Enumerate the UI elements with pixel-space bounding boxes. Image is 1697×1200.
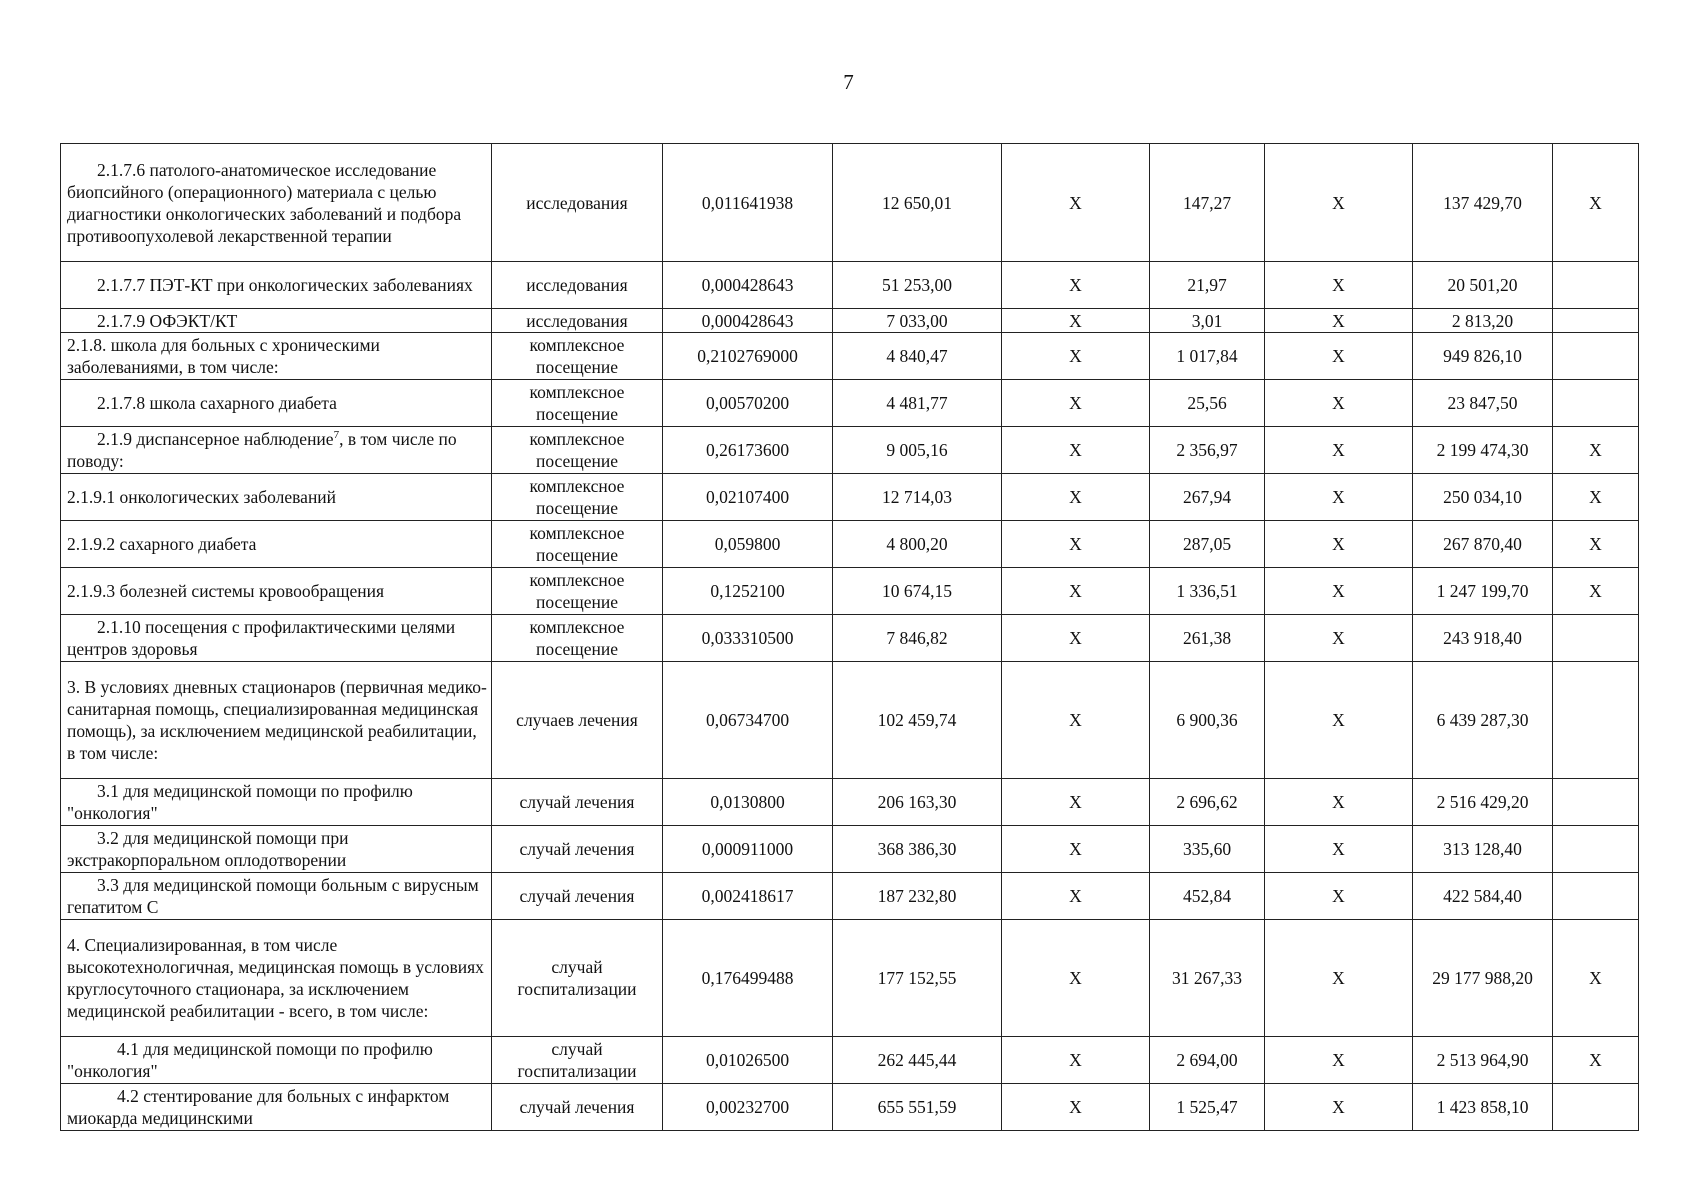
- cell: Х: [1553, 427, 1639, 474]
- cell: 0,059800: [663, 521, 833, 568]
- table-row: [61, 873, 1639, 920]
- cell: 0,000911000: [663, 826, 833, 873]
- cell: 267 870,40: [1413, 521, 1553, 568]
- row-name: 2.1.8. школа для больных с хроническими заболеваниями, в том числе:: [61, 333, 492, 380]
- cell: 2 356,97: [1150, 427, 1265, 474]
- cell: 1 017,84: [1150, 333, 1265, 380]
- cell: 23 847,50: [1413, 380, 1553, 427]
- cell: [1553, 333, 1639, 380]
- cell: Х: [1265, 615, 1413, 662]
- table-row: [61, 474, 1639, 521]
- table-row: [61, 521, 1639, 568]
- cell: 0,06734700: [663, 662, 833, 779]
- cell: 287,05: [1150, 521, 1265, 568]
- cell: 2 516 429,20: [1413, 779, 1553, 826]
- row-name: 4.2 стентирование для больных с инфарктом миокарда медицинскими: [61, 1084, 492, 1131]
- cell: Х: [1002, 144, 1150, 262]
- cell: Х: [1002, 615, 1150, 662]
- cell: 452,84: [1150, 873, 1265, 920]
- cell: 0,033310500: [663, 615, 833, 662]
- row-name: 2.1.10 посещения с профилактическими целями центров здоровья: [61, 615, 492, 662]
- cell: Х: [1002, 333, 1150, 380]
- cell: Х: [1002, 262, 1150, 309]
- cell: Х: [1265, 144, 1413, 262]
- cell: Х: [1553, 1037, 1639, 1084]
- cell: 267,94: [1150, 474, 1265, 521]
- cell: Х: [1265, 427, 1413, 474]
- cell: 0,00570200: [663, 380, 833, 427]
- cell: 0,002418617: [663, 873, 833, 920]
- cell: Х: [1265, 1037, 1413, 1084]
- cell: Х: [1265, 920, 1413, 1037]
- page-number: 7: [843, 70, 854, 94]
- row-unit: исследования: [492, 309, 663, 333]
- row-name: 2.1.7.8 школа сахарного диабета: [61, 380, 492, 427]
- cell: Х: [1002, 568, 1150, 615]
- table-row: [61, 779, 1639, 826]
- row-unit: случай госпитализации: [492, 1037, 663, 1084]
- table-row: [61, 262, 1639, 309]
- cell: 2 813,20: [1413, 309, 1553, 333]
- cell: 206 163,30: [833, 779, 1002, 826]
- cell: Х: [1002, 427, 1150, 474]
- cell: 2 513 964,90: [1413, 1037, 1553, 1084]
- cell: 2 696,62: [1150, 779, 1265, 826]
- cell: 1 247 199,70: [1413, 568, 1553, 615]
- cell: [1553, 262, 1639, 309]
- cell: Х: [1002, 1037, 1150, 1084]
- table-row: [61, 662, 1639, 779]
- cell: 20 501,20: [1413, 262, 1553, 309]
- row-name: 2.1.7.6 патолого-анатомическое исследование биопсийного (операционного) материала с целью диагностики онкологических заболеваний и подбора противоопухолевой лекарственной терапии: [61, 144, 492, 262]
- row-unit: комплексное посещение: [492, 427, 663, 474]
- table-row: [61, 920, 1639, 1037]
- cell: 250 034,10: [1413, 474, 1553, 521]
- cell: Х: [1002, 920, 1150, 1037]
- cell: 368 386,30: [833, 826, 1002, 873]
- cell: 137 429,70: [1413, 144, 1553, 262]
- cell: 949 826,10: [1413, 333, 1553, 380]
- table-row: [61, 144, 1639, 262]
- table-row: [61, 1084, 1639, 1131]
- row-name: 3.1 для медицинской помощи по профилю "онкология": [61, 779, 492, 826]
- cell: 12 714,03: [833, 474, 1002, 521]
- cell: 335,60: [1150, 826, 1265, 873]
- cell: Х: [1265, 1084, 1413, 1131]
- cell: 1 336,51: [1150, 568, 1265, 615]
- row-unit: случай лечения: [492, 779, 663, 826]
- table-row: [61, 380, 1639, 427]
- footnote-marker: 7: [333, 429, 340, 442]
- cell: 0,011641938: [663, 144, 833, 262]
- cell: 7 846,82: [833, 615, 1002, 662]
- cell: Х: [1265, 380, 1413, 427]
- cell: 4 800,20: [833, 521, 1002, 568]
- cell: 177 152,55: [833, 920, 1002, 1037]
- cell: 0,000428643: [663, 262, 833, 309]
- cell: 31 267,33: [1150, 920, 1265, 1037]
- row-unit: случай госпитализации: [492, 920, 663, 1037]
- row-name: 2.1.7.9 ОФЭКТ/КТ: [61, 309, 492, 333]
- cell: Х: [1553, 521, 1639, 568]
- row-unit: комплексное посещение: [492, 380, 663, 427]
- cell: 0,000428643: [663, 309, 833, 333]
- row-unit: комплексное посещение: [492, 474, 663, 521]
- cell: 10 674,15: [833, 568, 1002, 615]
- cell: 1 525,47: [1150, 1084, 1265, 1131]
- table-row: [61, 1037, 1639, 1084]
- cell: 9 005,16: [833, 427, 1002, 474]
- cell: 1 423 858,10: [1413, 1084, 1553, 1131]
- cell: [1553, 380, 1639, 427]
- cell: Х: [1002, 309, 1150, 333]
- cell: 0,26173600: [663, 427, 833, 474]
- row-name: 4. Специализированная, в том числе высокотехнологичная, медицинская помощь в условиях круглосуточного стационара, за исключением медицинской реабилитации - всего, в том числе:: [61, 920, 492, 1037]
- cell: Х: [1265, 262, 1413, 309]
- cell: 313 128,40: [1413, 826, 1553, 873]
- cell: Х: [1265, 826, 1413, 873]
- cell: 0,176499488: [663, 920, 833, 1037]
- row-unit: комплексное посещение: [492, 521, 663, 568]
- cell: 422 584,40: [1413, 873, 1553, 920]
- cell: 51 253,00: [833, 262, 1002, 309]
- row-name: 2.1.9.3 болезней системы кровообращения: [61, 568, 492, 615]
- table-row: [61, 568, 1639, 615]
- cell: Х: [1002, 521, 1150, 568]
- table-row: [61, 826, 1639, 873]
- cell: 25,56: [1150, 380, 1265, 427]
- cell: Х: [1002, 662, 1150, 779]
- cell: 6 439 287,30: [1413, 662, 1553, 779]
- cell: Х: [1265, 333, 1413, 380]
- cell: 7 033,00: [833, 309, 1002, 333]
- cell: [1553, 309, 1639, 333]
- cell: [1553, 873, 1639, 920]
- table-row: [61, 615, 1639, 662]
- row-unit: случай лечения: [492, 826, 663, 873]
- cell: 0,1252100: [663, 568, 833, 615]
- tariff-table: [60, 143, 1639, 1131]
- cell: Х: [1002, 1084, 1150, 1131]
- row-name: 2.1.7.7 ПЭТ-КТ при онкологических заболеваниях: [61, 262, 492, 309]
- row-name: 3.2 для медицинской помощи при экстракорпоральном оплодотворении: [61, 826, 492, 873]
- cell: Х: [1553, 920, 1639, 1037]
- cell: 0,0130800: [663, 779, 833, 826]
- cell: Х: [1553, 568, 1639, 615]
- row-unit: комплексное посещение: [492, 568, 663, 615]
- row-unit: комплексное посещение: [492, 333, 663, 380]
- cell: 0,01026500: [663, 1037, 833, 1084]
- cell: [1553, 779, 1639, 826]
- cell: [1553, 826, 1639, 873]
- row-unit: случай лечения: [492, 873, 663, 920]
- cell: 29 177 988,20: [1413, 920, 1553, 1037]
- cell: 187 232,80: [833, 873, 1002, 920]
- cell: Х: [1265, 568, 1413, 615]
- cell: Х: [1265, 662, 1413, 779]
- cell: [1553, 662, 1639, 779]
- cell: Х: [1265, 873, 1413, 920]
- table-row: [61, 333, 1639, 380]
- cell: 0,00232700: [663, 1084, 833, 1131]
- cell: Х: [1265, 779, 1413, 826]
- cell: 21,97: [1150, 262, 1265, 309]
- cell: 0,02107400: [663, 474, 833, 521]
- cell: Х: [1002, 873, 1150, 920]
- row-name: 2.1.9.2 сахарного диабета: [61, 521, 492, 568]
- row-name-text: 2.1.9 диспансерное наблюдение: [97, 429, 334, 449]
- table-row: [61, 427, 1639, 474]
- row-name: 2.1.9.1 онкологических заболеваний: [61, 474, 492, 521]
- cell: Х: [1002, 779, 1150, 826]
- cell: 262 445,44: [833, 1037, 1002, 1084]
- row-unit: случай лечения: [492, 1084, 663, 1131]
- cell: Х: [1265, 521, 1413, 568]
- row-unit: исследования: [492, 262, 663, 309]
- cell: 6 900,36: [1150, 662, 1265, 779]
- cell: 12 650,01: [833, 144, 1002, 262]
- cell: 0,2102769000: [663, 333, 833, 380]
- cell: [1553, 615, 1639, 662]
- cell: Х: [1265, 309, 1413, 333]
- row-name: [61, 427, 492, 474]
- cell: [1553, 1084, 1639, 1131]
- cell: Х: [1002, 474, 1150, 521]
- cell: 261,38: [1150, 615, 1265, 662]
- cell: 102 459,74: [833, 662, 1002, 779]
- cell: 2 199 474,30: [1413, 427, 1553, 474]
- row-unit: исследования: [492, 144, 663, 262]
- row-name: 3.3 для медицинской помощи больным с вирусным гепатитом С: [61, 873, 492, 920]
- cell: 243 918,40: [1413, 615, 1553, 662]
- cell: Х: [1002, 380, 1150, 427]
- cell: 655 551,59: [833, 1084, 1002, 1131]
- cell: Х: [1553, 144, 1639, 262]
- cell: Х: [1002, 826, 1150, 873]
- row-name-text: , в том числе по поводу:: [67, 429, 457, 471]
- row-name: 4.1 для медицинской помощи по профилю "онкология": [61, 1037, 492, 1084]
- cell: 147,27: [1150, 144, 1265, 262]
- row-name: 3. В условиях дневных стационаров (первичная медико-санитарная помощь, специализированная медицинская помощь), за исключением медицинской реабилитации, в том числе:: [61, 662, 492, 779]
- row-unit: случаев лечения: [492, 662, 663, 779]
- cell: 3,01: [1150, 309, 1265, 333]
- cell: Х: [1553, 474, 1639, 521]
- cell: 4 481,77: [833, 380, 1002, 427]
- cell: Х: [1265, 474, 1413, 521]
- row-unit: комплексное посещение: [492, 615, 663, 662]
- cell: 2 694,00: [1150, 1037, 1265, 1084]
- table-row: [61, 309, 1639, 333]
- cell: 4 840,47: [833, 333, 1002, 380]
